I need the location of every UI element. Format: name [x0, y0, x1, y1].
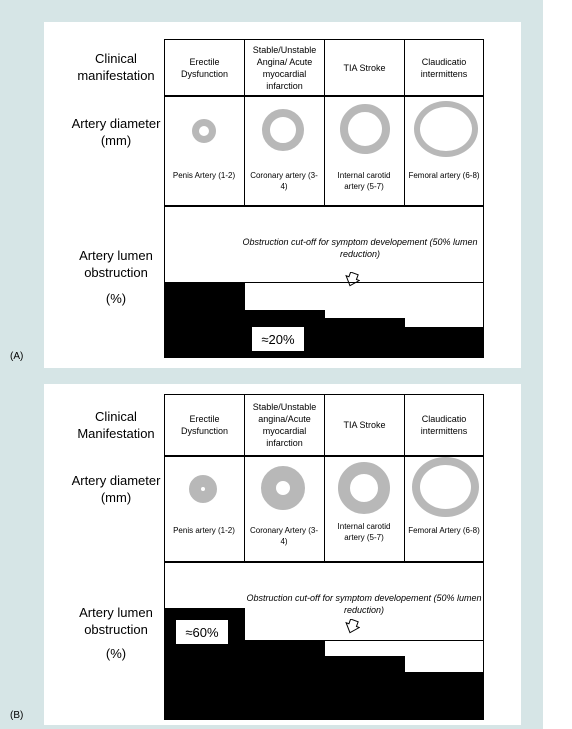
panel-a-clinical-cell: TIA Stroke	[325, 40, 405, 95]
panel-b-femoral-artery-ring	[412, 457, 479, 517]
panel-b-obstruction-bar	[325, 656, 405, 719]
panel-b-clinical-cell: Erectile Dysfunction	[165, 395, 245, 455]
panel-b-down-arrow-icon	[344, 619, 360, 635]
panel-a-obstruction-bar	[325, 318, 405, 357]
panel-b-clinical-cell: Claudicatio intermittens	[420, 414, 468, 436]
panel-b-artery-label: Coronary Artery (3-4)	[249, 526, 319, 546]
panel-b-diameter-label: Artery diameter (mm)	[71, 473, 161, 505]
panel-a-obstruction-label: Artery lumen obstruction	[79, 248, 153, 280]
panel-b-coronary-artery-ring	[261, 466, 305, 510]
panel-a-clinical-cell: Claudicatio intermittens	[420, 56, 468, 79]
panel-a-coronary-artery-ring	[262, 109, 304, 151]
panel-b-obstruction-unit: (%)	[105, 646, 127, 661]
panel-b-artery-label: Penis artery (1-2)	[173, 526, 235, 535]
panel-a-clinical-cell: Erectile Dysfunction	[165, 40, 245, 95]
panel-b-artery-label: Femoral Artery (6-8)	[408, 526, 480, 535]
panel-a-artery-cell	[165, 97, 245, 205]
panel-a-artery-label: Penis Artery (1-2)	[172, 171, 236, 180]
panel-b-obstruction-bar	[405, 672, 483, 719]
panel-b-penis-artery-ring	[189, 475, 217, 503]
panel-a-clinical-label: Clinical manifestation	[77, 51, 155, 83]
panel-a-clinical-cell: Stable/Unstable Angina/ Acute myocardial infarction	[245, 40, 325, 95]
panel-b-letter: (B)	[10, 710, 24, 721]
panel-a-percent-label: ≈20%	[251, 326, 305, 352]
panel-a-artery-label: Internal carotid artery (5-7)	[337, 171, 391, 191]
panel-b-clinical-row	[164, 394, 484, 456]
panel-b-obstruction-label: Artery lumen obstruction	[79, 605, 153, 637]
panel-b-artery-label: Internal carotid artery (5-7)	[337, 522, 391, 542]
panel-b-clinical-label: Clinical Manifestation	[77, 409, 155, 441]
panel-b-clinical-cell: Stable/Unstable angina/Acute myocardial infarction	[245, 395, 325, 455]
panel-b-percent-label: ≈60%	[175, 619, 229, 645]
panel-a-down-arrow-icon	[344, 272, 360, 288]
panel-a-penis-artery-ring	[192, 119, 216, 143]
panel-b-carotid-artery-ring	[338, 462, 390, 514]
panel-a-obstruction-bar	[405, 327, 483, 357]
panel-a-clinical-row	[164, 39, 484, 96]
panel-a-cutoff-text: Obstruction cut-off for symptom developement (50% lumen reduction)	[242, 237, 478, 259]
panel-b-artery-cell	[165, 457, 245, 561]
panel-b-cutoff-text: Obstruction cut-off for symptom developement (50% lumen reduction)	[246, 593, 482, 615]
panel-b-clinical-cell: TIA Stroke	[325, 395, 405, 455]
panel-a-diameter-label: Artery diameter (mm)	[71, 116, 161, 148]
panel-a-obstruction-unit: (%)	[105, 291, 127, 306]
panel-a-obstruction-bar	[165, 282, 245, 357]
panel-a-carotid-artery-ring	[340, 104, 390, 154]
panel-b-obstruction-bar	[245, 640, 325, 719]
panel-a-artery-label: Femoral artery (6-8)	[408, 171, 480, 180]
panel-a-femoral-artery-ring	[414, 101, 478, 157]
panel-a-artery-label: Coronary artery (3-4)	[250, 171, 318, 191]
panel-a-letter: (A)	[10, 351, 24, 362]
